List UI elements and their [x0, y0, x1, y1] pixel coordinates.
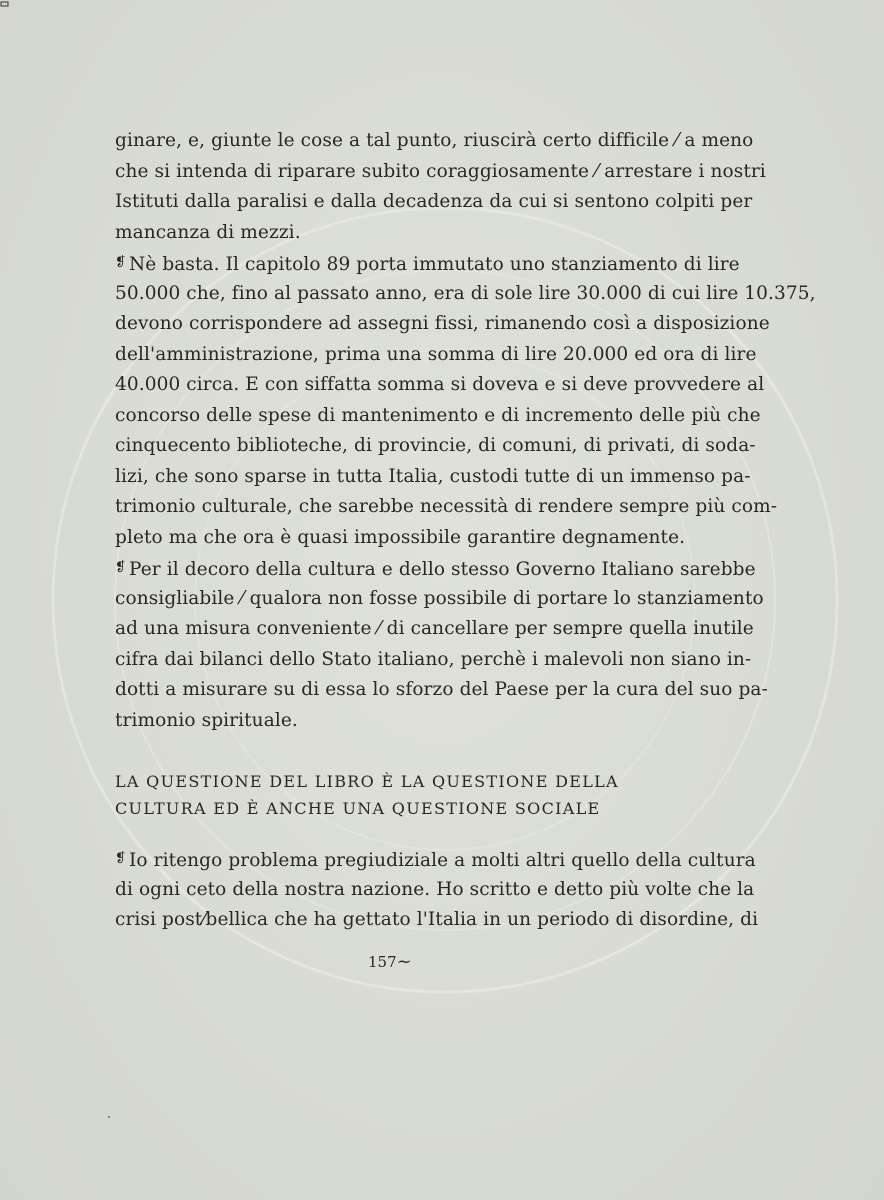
body-paragraph-continued: [115, 844, 759, 936]
pilcrow-mark: ❡: [115, 255, 126, 270]
heading-line: LA QUESTIONE DEL LIBRO È LA QUESTIONE DELLA: [115, 772, 619, 791]
paper-speck: [108, 1116, 110, 1118]
heading-line: CULTURA ED È ANCHE UNA QUESTIONE SOCIALE: [115, 799, 601, 818]
text-line: consigliabile ⁄ qualora non fosse possibile di portare lo stanziamento: [115, 587, 764, 609]
page-number-value: 157: [368, 953, 397, 971]
pilcrow-mark: ❡: [115, 851, 126, 866]
text-line-with-pilcrow: [115, 248, 740, 279]
page-number-flourish: ~: [396, 951, 411, 972]
text-line: concorso delle spese di mantenimento e di incremento delle più che: [115, 404, 761, 426]
text-line: Nè basta. Il capitolo 89 porta immutato uno stanziamento di lire: [129, 254, 740, 275]
text-line: 40.000 circa. E con siffatta somma si doveva e si deve provvedere al: [115, 374, 765, 395]
text-line: ad una misura conveniente ⁄ di cancellare per sempre quella inutile: [115, 618, 754, 639]
text-line: ginare, e, giunte le cose a tal punto, riuscirà certo difficile ⁄ a meno: [115, 130, 754, 151]
text-line-with-pilcrow: [115, 844, 756, 875]
text-line: trimonio culturale, che sarebbe necessità di rendere sempre più com-: [115, 496, 778, 517]
text-line: devono corrispondere ad assegni fissi, rimanendo così a disposizione: [115, 313, 770, 334]
section-heading: [115, 768, 635, 822]
corner-mark-icon: [0, 0, 10, 8]
text-line: trimonio spirituale.: [115, 709, 298, 731]
text-line: 50.000 che, fino al passato anno, era di sole lire 30.000 di cui lire 10.375,: [115, 282, 816, 304]
text-line: Per il decoro della cultura e dello stesso Governo Italiano sarebbe: [129, 559, 756, 580]
text-line: crisi post⁄bellica che ha gettato l'Italia in un periodo di disordine, di: [115, 909, 759, 930]
text-line: dell'amministrazione, prima una somma di lire 20.000 ed ora di lire: [115, 343, 757, 365]
pilcrow-mark: ❡: [115, 560, 126, 575]
text-line: di ogni ceto della nostra nazione. Ho scritto e detto più volte che la: [115, 878, 755, 900]
text-line: pleto ma che ora è quasi impossibile garantire degnamente.: [115, 526, 686, 548]
text-line: che si intenda di riparare subito coraggiosamente ⁄ arrestare i nostri: [115, 160, 766, 182]
text-line: mancanza di mezzi.: [115, 221, 301, 243]
text-line: lizi, che sono sparse in tutta Italia, custodi tutte di un immenso pa-: [115, 465, 751, 487]
text-line: cifra dai bilanci dello Stato italiano, perchè i malevoli non siano in-: [115, 648, 752, 670]
text-line: Istituti dalla paralisi e dalla decadenza da cui si sentono colpiti per: [115, 191, 753, 212]
text-line: cinquecento biblioteche, di provincie, di comuni, di privati, di soda-: [115, 435, 756, 456]
page-number: [368, 950, 411, 974]
body-paragraphs: [115, 126, 816, 736]
text-line-with-pilcrow: [115, 553, 756, 584]
text-line: Io ritengo problema pregiudiziale a molti altri quello della cultura: [129, 850, 756, 871]
text-line: dotti a misurare su di essa lo sforzo del Paese per la cura del suo pa-: [115, 679, 768, 700]
